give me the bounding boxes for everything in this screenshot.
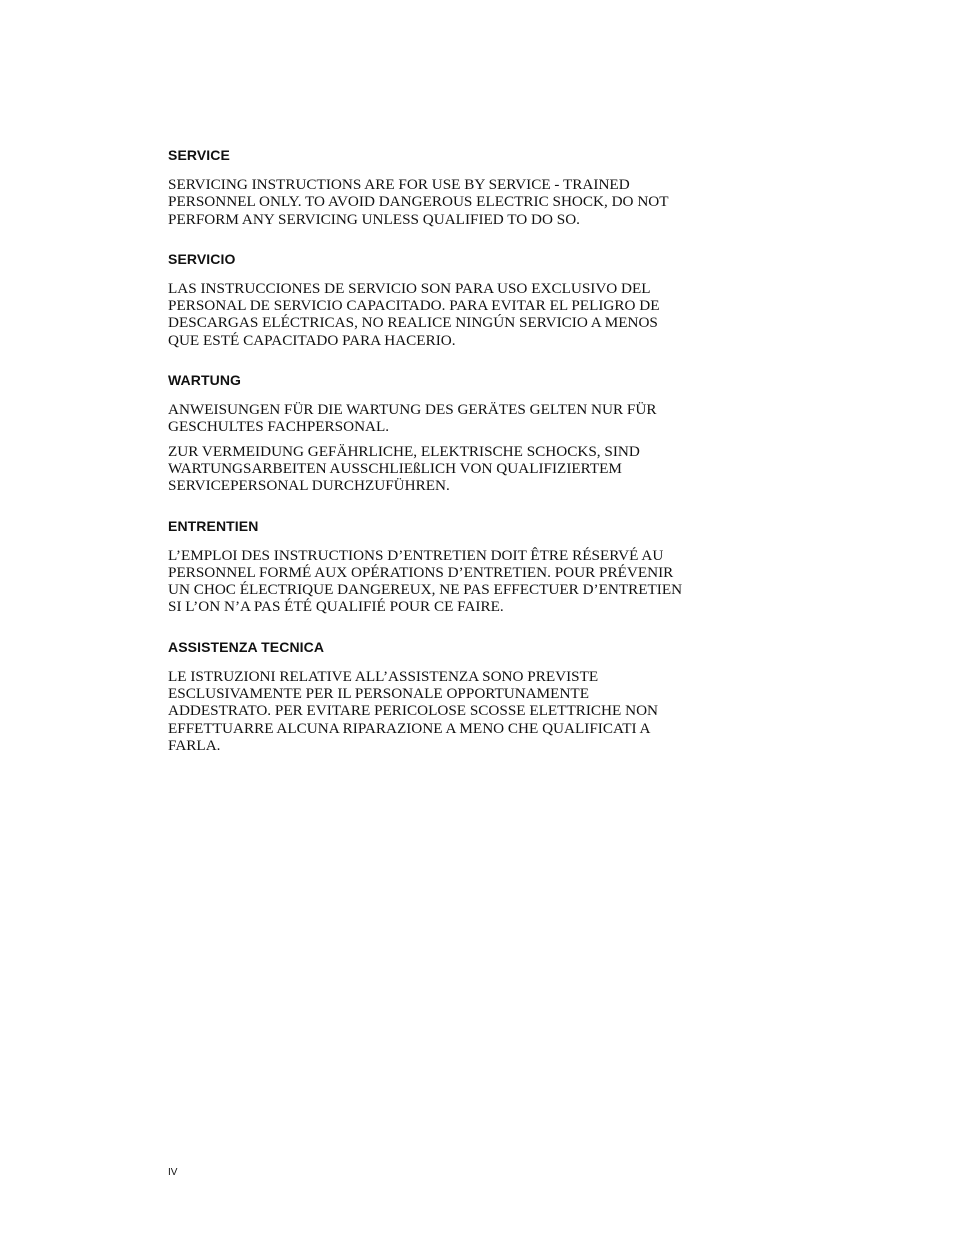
service-notices: [168, 146, 768, 776]
section-entretien: [168, 517, 768, 616]
section-heading: ENTRENTIEN: [168, 517, 259, 534]
section-paragraph: ANWEISUNGEN FÜR DIE WARTUNG DES GERÄTES GELTEN NUR FÜR GESCHULTES FACHPERSONAL.: [168, 401, 657, 436]
section-servicio: [168, 250, 768, 349]
section-heading: ASSISTENZA TECNICA: [168, 638, 325, 655]
section-heading: WARTUNG: [168, 372, 242, 389]
section-paragraph: LE ISTRUZIONI RELATIVE ALL’ASSISTENZA SONO PREVISTE ESCLUSIVAMENTE PER IL PERSONALE OPPORTUNAMENTE ADDESTRATO. PER EVITARE PERICOLOSE SCOSSE ELETTRICHE NON EFFETTUARRE ALCUNA RIPARAZIONE A MENO CHE QUALIFICATI A FARLA.: [168, 667, 659, 754]
section-paragraph: LAS INSTRUCCIONES DE SERVICIO SON PARA USO EXCLUSIVO DEL PERSONAL DE SERVICIO CAPACITADO. PARA EVITAR EL PELIGRO DE DESCARGAS ELÉCTRICAS, NO REALICE NINGÚN SERVICIO A MENOS QUE ESTÉ CAPACITADO PARA HACERIO.: [168, 279, 660, 349]
section-heading: SERVICIO: [168, 250, 236, 267]
section-paragraph: ZUR VERMEIDUNG GEFÄHRLICHE, ELEKTRISCHE SCHOCKS, SIND WARTUNGSARBEITEN AUSSCHLIEßLICH VON QUALIFIZIERTEM SERVICEPERSONAL DURCHZUFÜHREN.: [168, 442, 640, 495]
section-paragraph: L’EMPLOI DES INSTRUCTIONS D’ENTRETIEN DOIT ÊTRE RÉSERVÉ AU PERSONNEL FORMÉ AUX OPÉRATIONS D’ENTRETIEN. POUR PRÉVENIR UN CHOC ÉLECTRIQUE DANGEREUX, NE PAS EFFECTUER D’ENTRETIEN SI L’ON N’A PAS ÉTÉ QUALIFIÉ POUR CE FAIRE.: [168, 546, 683, 616]
page-number: IV: [168, 1167, 178, 1178]
section-service: [168, 146, 768, 228]
section-assistenza-tecnica: [168, 638, 768, 754]
section-wartung: [168, 371, 768, 494]
section-paragraph: SERVICING INSTRUCTIONS ARE FOR USE BY SERVICE - TRAINED PERSONNEL ONLY. TO AVOID DANGEROUS ELECTRIC SHOCK, DO NOT PERFORM ANY SERVICING UNLESS QUALIFIED TO DO SO.: [168, 176, 669, 228]
section-heading: SERVICE: [168, 147, 230, 163]
